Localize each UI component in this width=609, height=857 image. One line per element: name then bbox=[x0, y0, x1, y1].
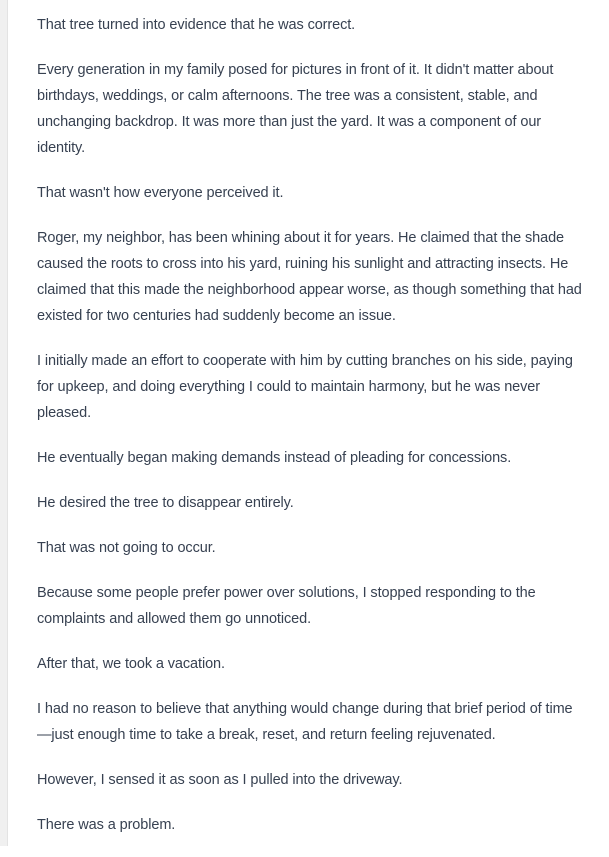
paragraph: I had no reason to believe that anything would change during that brief period of time—just enough time to take a break, reset, and return feeling rejuvenated. bbox=[37, 701, 573, 743]
paragraph: That tree turned into evidence that he was correct. bbox=[37, 17, 356, 33]
paragraph: That wasn't how everyone perceived it. bbox=[37, 185, 284, 201]
page-edge-strip bbox=[0, 0, 8, 846]
paragraph: Roger, my neighbor, has been whining about it for years. He claimed that the shade caused the roots to cross into his yard, ruining his sunlight and attracting insects. He claimed that this made the neighborhood appear worse, as though something that had existed for two centuries had suddenly become an issue. bbox=[37, 230, 582, 324]
paragraph: I initially made an effort to cooperate with him by cutting branches on his side, paying for upkeep, and doing everything I could to maintain harmony, but he was never pleased. bbox=[37, 353, 573, 421]
paragraph: There was a problem. bbox=[37, 817, 176, 833]
paragraph: However, I sensed it as soon as I pulled into the driveway. bbox=[37, 772, 403, 788]
paragraph: He eventually began making demands instead of pleading for concessions. bbox=[37, 450, 512, 466]
paragraph: Every generation in my family posed for pictures in front of it. It didn't matter about birthdays, weddings, or calm afternoons. The tree was a consistent, stable, and unchanging backdrop. It was more than just the yard. It was a component of our identity. bbox=[37, 62, 554, 156]
paragraph: Because some people prefer power over solutions, I stopped responding to the complaints and allowed them go unnoticed. bbox=[37, 585, 536, 627]
paragraph: After that, we took a vacation. bbox=[37, 656, 225, 672]
story-text bbox=[37, 12, 582, 857]
paragraph: That was not going to occur. bbox=[37, 540, 216, 556]
paragraph: He desired the tree to disappear entirely. bbox=[37, 495, 294, 511]
